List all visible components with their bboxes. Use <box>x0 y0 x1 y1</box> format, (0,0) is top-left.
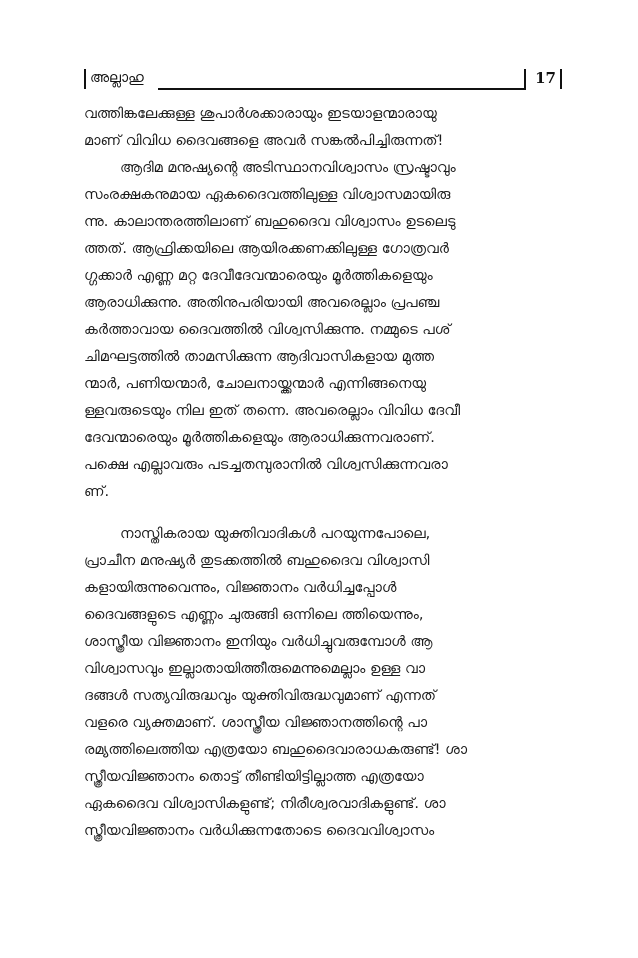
running-title: അല്ലാഹു <box>90 70 144 86</box>
text-line: ത്തത്. ആഫ്രിക്കയിലെ ആയിരക്കണക്കിലുള്ള ഗോത്രവർ <box>84 241 449 257</box>
header-bar-left <box>84 69 86 89</box>
text-line: നാസ്തികരായ യുക്തിവാദികൾ പറയുന്നപോലെ, <box>120 526 431 542</box>
text-line: ആരാധിക്കുന്നു. അതിനുപരിയായി അവരെല്ലാം പ്രപഞ്ച <box>84 295 440 311</box>
text-line: ഗ്ഗക്കാർ എണ്ണ മറ്റ ദേവീദേവന്മാരെയും മൂർത്തികളെയും <box>84 268 433 284</box>
text-line: കർത്താവായ ദൈവത്തിൽ വിശ്വസിക്കുന്നു. നമ്മുടെ പശ് <box>84 322 451 338</box>
paragraph-3 <box>84 521 562 845</box>
paragraph-gap <box>84 506 562 521</box>
running-header <box>84 64 562 92</box>
text-line: ന്നു. കാലാന്തരത്തിലാണ് ബഹുദൈവ വിശ്വാസം ഉടലെടു <box>84 214 456 230</box>
body-text <box>84 101 562 845</box>
text-line: ണ്. <box>84 484 110 500</box>
text-line: രമ്യത്തിലെത്തിയ എത്രയോ ബഹുദൈവാരാധകരുണ്ട്! ശാ <box>84 742 468 758</box>
text-line: ന്മാർ, പണിയന്മാർ, ചോലനായ്ക്കന്മാർ എന്നിങ്ങനെയു <box>84 376 427 392</box>
text-line: ള്ളവരുടെയും നില ഇത് തന്നെ. അവരെല്ലാം വിവിധ ദേവീ <box>84 403 461 419</box>
text-line: മാണ് വിവിധ ദൈവങ്ങളെ അവർ സങ്കൽപിച്ചിരുന്നത്! <box>84 133 444 149</box>
page-number: 17 <box>535 69 556 87</box>
header-bar-middle <box>524 69 526 89</box>
text-line: ആദിമ മനുഷ്യന്റെ അടിസ്ഥാനവിശ്വാസം സ്രഷ്ടാവും <box>120 160 456 176</box>
text-line: ദൈവങ്ങളുടെ എണ്ണം ചുരുങ്ങി ഒന്നിലെ ത്തിയെന്നും, <box>84 607 424 623</box>
paragraph-2 <box>84 155 562 506</box>
text-line: സംരക്ഷകനുമായ ഏകദൈവത്തിലുള്ള വിശ്വാസമായിരു <box>84 187 451 203</box>
text-line: പ്രാചീന മനുഷ്യർ തുടക്കത്തിൽ ബഹുദൈവ വിശ്വാസി <box>84 553 430 569</box>
text-line: ചിമഘട്ടത്തിൽ താമസിക്കുന്ന ആദിവാസികളായ മുത്ത <box>84 349 435 365</box>
text-line: വത്തിങ്കലേക്കുള്ള ശുപാർശക്കാരായും ഇടയാളന്മാരായു <box>84 106 437 122</box>
text-line: സ്ത്രീയവിജ്ഞാനം തൊട്ട് തീണ്ടിയിട്ടില്ലാത്ത എത്രയോ <box>84 769 424 785</box>
text-line: സ്ത്രീയവിജ്ഞാനം വർധിക്കുന്നതോടെ ദൈവവിശ്വാസം <box>84 823 435 839</box>
text-line: ഏകദൈവ വിശ്വാസികളുണ്ട്; നിരീശ്വരവാദികളുണ്ട്. ശാ <box>84 796 446 812</box>
text-line: കളായിരുന്നുവെന്നും, വിജ്ഞാനം വർധിച്ചപ്പോൾ <box>84 580 397 596</box>
header-rule <box>158 88 526 90</box>
header-bar-right <box>560 69 562 89</box>
text-line: ദങ്ങൾ സത്യവിരുദ്ധവും യുക്തിവിരുദ്ധവുമാണ് എന്നത് <box>84 688 437 704</box>
text-line: ശാസ്ത്രീയ വിജ്ഞാനം ഇനിയും വർധിച്ചുവരുമ്പോൾ ആ <box>84 634 433 650</box>
paragraph-1 <box>84 101 562 155</box>
text-line: പക്ഷെ എല്ലാവരും പടച്ചതമ്പുരാനിൽ വിശ്വസിക്കുന്നവരാ <box>84 457 448 473</box>
text-line: വളരെ വ്യക്തമാണ്. ശാസ്ത്രീയ വിജ്ഞാനത്തിന്റെ പാ <box>84 715 428 731</box>
text-line: വിശ്വാസവും ഇല്ലാതായിത്തീരുമെന്നുമെല്ലാം ഉള്ള വാ <box>84 661 426 677</box>
text-line: ദേവന്മാരെയും മൂർത്തികളെയും ആരാധിക്കുന്നവരാണ്. <box>84 430 435 446</box>
